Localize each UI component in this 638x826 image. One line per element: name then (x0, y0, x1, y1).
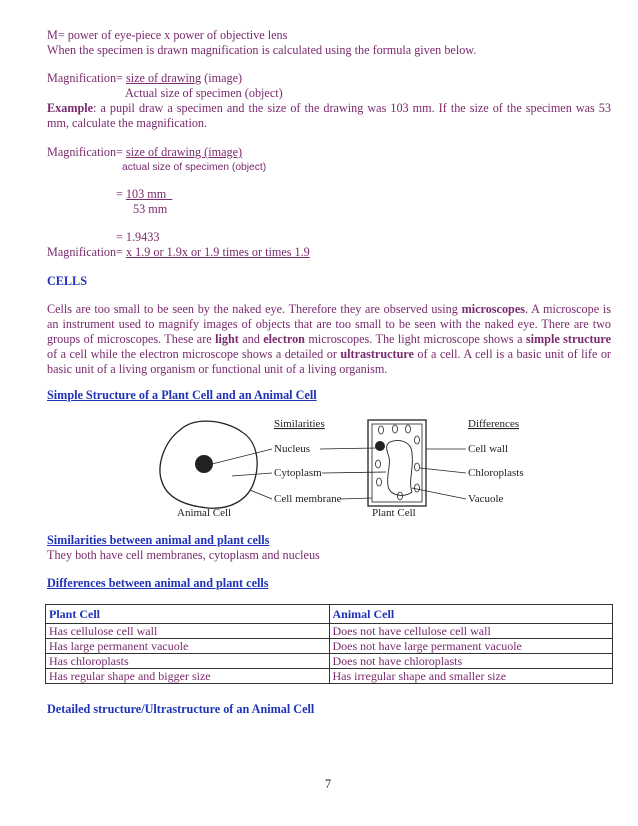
cell-membrane-label: Cell membrane (274, 493, 342, 505)
diagram-heading: Simple Structure of a Plant Cell and an Animal Cell (47, 388, 317, 402)
table-header-row (46, 605, 613, 624)
vacuole-line (412, 488, 466, 499)
ultrastructure-heading: Detailed structure/Ultrastructure of an Animal Cell (47, 702, 315, 716)
example-paragraph (47, 101, 611, 131)
membrane-line-plant (340, 498, 372, 499)
plant-nucleus (375, 441, 385, 451)
similarities-heading: Similarities between animal and plant cells (47, 533, 270, 547)
membrane-line-animal (250, 490, 272, 499)
mag-label-2: Magnification= (47, 145, 123, 159)
step1-denominator: 53 mm (133, 202, 168, 216)
cytoplasm-line-plant (322, 472, 386, 473)
table-cell: Has large permanent vacuole (46, 639, 330, 654)
actual-size-small: actual size of specimen (object) (122, 162, 267, 173)
similarities-label: Similarities (274, 418, 325, 430)
step1-numerator: 103 mm (125, 187, 167, 201)
animal-cell-label: Animal Cell (177, 507, 232, 519)
cells-heading: CELLS (47, 274, 87, 288)
size-of-drawing-image: size of drawing (image) (125, 145, 243, 159)
cells-text-and: and (238, 332, 264, 346)
table-cell: Has cellulose cell wall (46, 624, 330, 639)
cytoplasm-line-animal (232, 473, 272, 476)
table-row (46, 669, 613, 684)
cells-text-3: microscopes. The light microscope shows a (304, 332, 526, 346)
cells-text-2: . A microscope is an instrument used to magnify images of objects that are too small to be seen with the naked eye. There are two groups of microscopes. These are (47, 302, 612, 346)
plant-vacuole (387, 441, 413, 496)
step1-eq: = (116, 187, 123, 201)
example-text: : a pupil draw a specimen and the size of the drawing was 103 mm. If the size of the specimen was 53 mm, calculate the magnification. (47, 101, 611, 130)
table-row (46, 654, 613, 669)
differences-label: Differences (468, 418, 520, 430)
table-row (46, 624, 613, 639)
term-microscopes: microscopes (461, 302, 525, 316)
cells-text-1: Cells are too small to be seen by the naked eye. Therefore they are observed using (47, 302, 462, 316)
vacuole-label: Vacuole (468, 493, 504, 505)
image-tag: (image) (204, 71, 243, 85)
cell-diagram (150, 412, 540, 522)
mag-label: Magnification= (47, 71, 123, 85)
term-simple-structure: simple structure (525, 332, 611, 346)
example-label: Example (47, 101, 94, 115)
table-cell: Does not have large permanent vacuole (329, 639, 613, 654)
step1-numerator-line (116, 187, 172, 202)
cells-text-4: of a cell while the electron microscope shows a detailed or (47, 347, 341, 361)
answer-line (47, 245, 310, 260)
differences-heading: Differences between animal and plant cells (47, 576, 269, 590)
term-electron: electron (263, 332, 305, 346)
similarities-text: They both have cell membranes, cytoplasm and nucleus (47, 548, 320, 562)
differences-table (45, 604, 613, 684)
answer: x 1.9 or 1.9x or 1.9 times or times 1.9 (125, 245, 310, 259)
term-light: light (215, 332, 239, 346)
size-of-drawing: size of drawing (125, 71, 202, 85)
animal-nucleus (195, 455, 213, 473)
cells-paragraph (47, 302, 611, 377)
table-cell: Has regular shape and bigger size (46, 669, 330, 684)
mag-label-3: Magnification= (47, 245, 123, 259)
nucleus-label: Nucleus (274, 443, 311, 455)
plant-cell-label: Plant Cell (372, 507, 416, 519)
table-cell: Does not have cellulose cell wall (329, 624, 613, 639)
magnification-formula-2 (47, 145, 251, 160)
table-cell: Has chloroplasts (46, 654, 330, 669)
nucleus-line-animal (212, 449, 272, 464)
cells-text-5: of a cell. A cell is a basic unit of life or basic unit of a living organism or functional unit of a living organism. (47, 347, 611, 376)
table-cell: Does not have chloroplasts (329, 654, 613, 669)
chloroplasts-line (420, 468, 466, 473)
cell-wall-label: Cell wall (468, 443, 509, 455)
table-row (46, 639, 613, 654)
table-header-plant: Plant Cell (46, 605, 330, 624)
term-ultrastructure: ultrastructure (340, 347, 414, 361)
actual-size-denominator: Actual size of specimen (object) (125, 86, 283, 100)
page-number: 7 (325, 777, 332, 791)
cytoplasm-label: Cytoplasm (274, 467, 322, 479)
formula-intro: When the specimen is drawn magnification is calculated using the formula given below. (47, 43, 477, 57)
chloroplasts-label: Chloroplasts (468, 467, 524, 479)
table-cell: Has irregular shape and smaller size (329, 669, 613, 684)
step2: = 1.9433 (116, 230, 160, 244)
table-header-animal: Animal Cell (329, 605, 613, 624)
formula-line: M= power of eye-piece x power of objective lens (47, 28, 288, 42)
magnification-formula (47, 71, 242, 86)
